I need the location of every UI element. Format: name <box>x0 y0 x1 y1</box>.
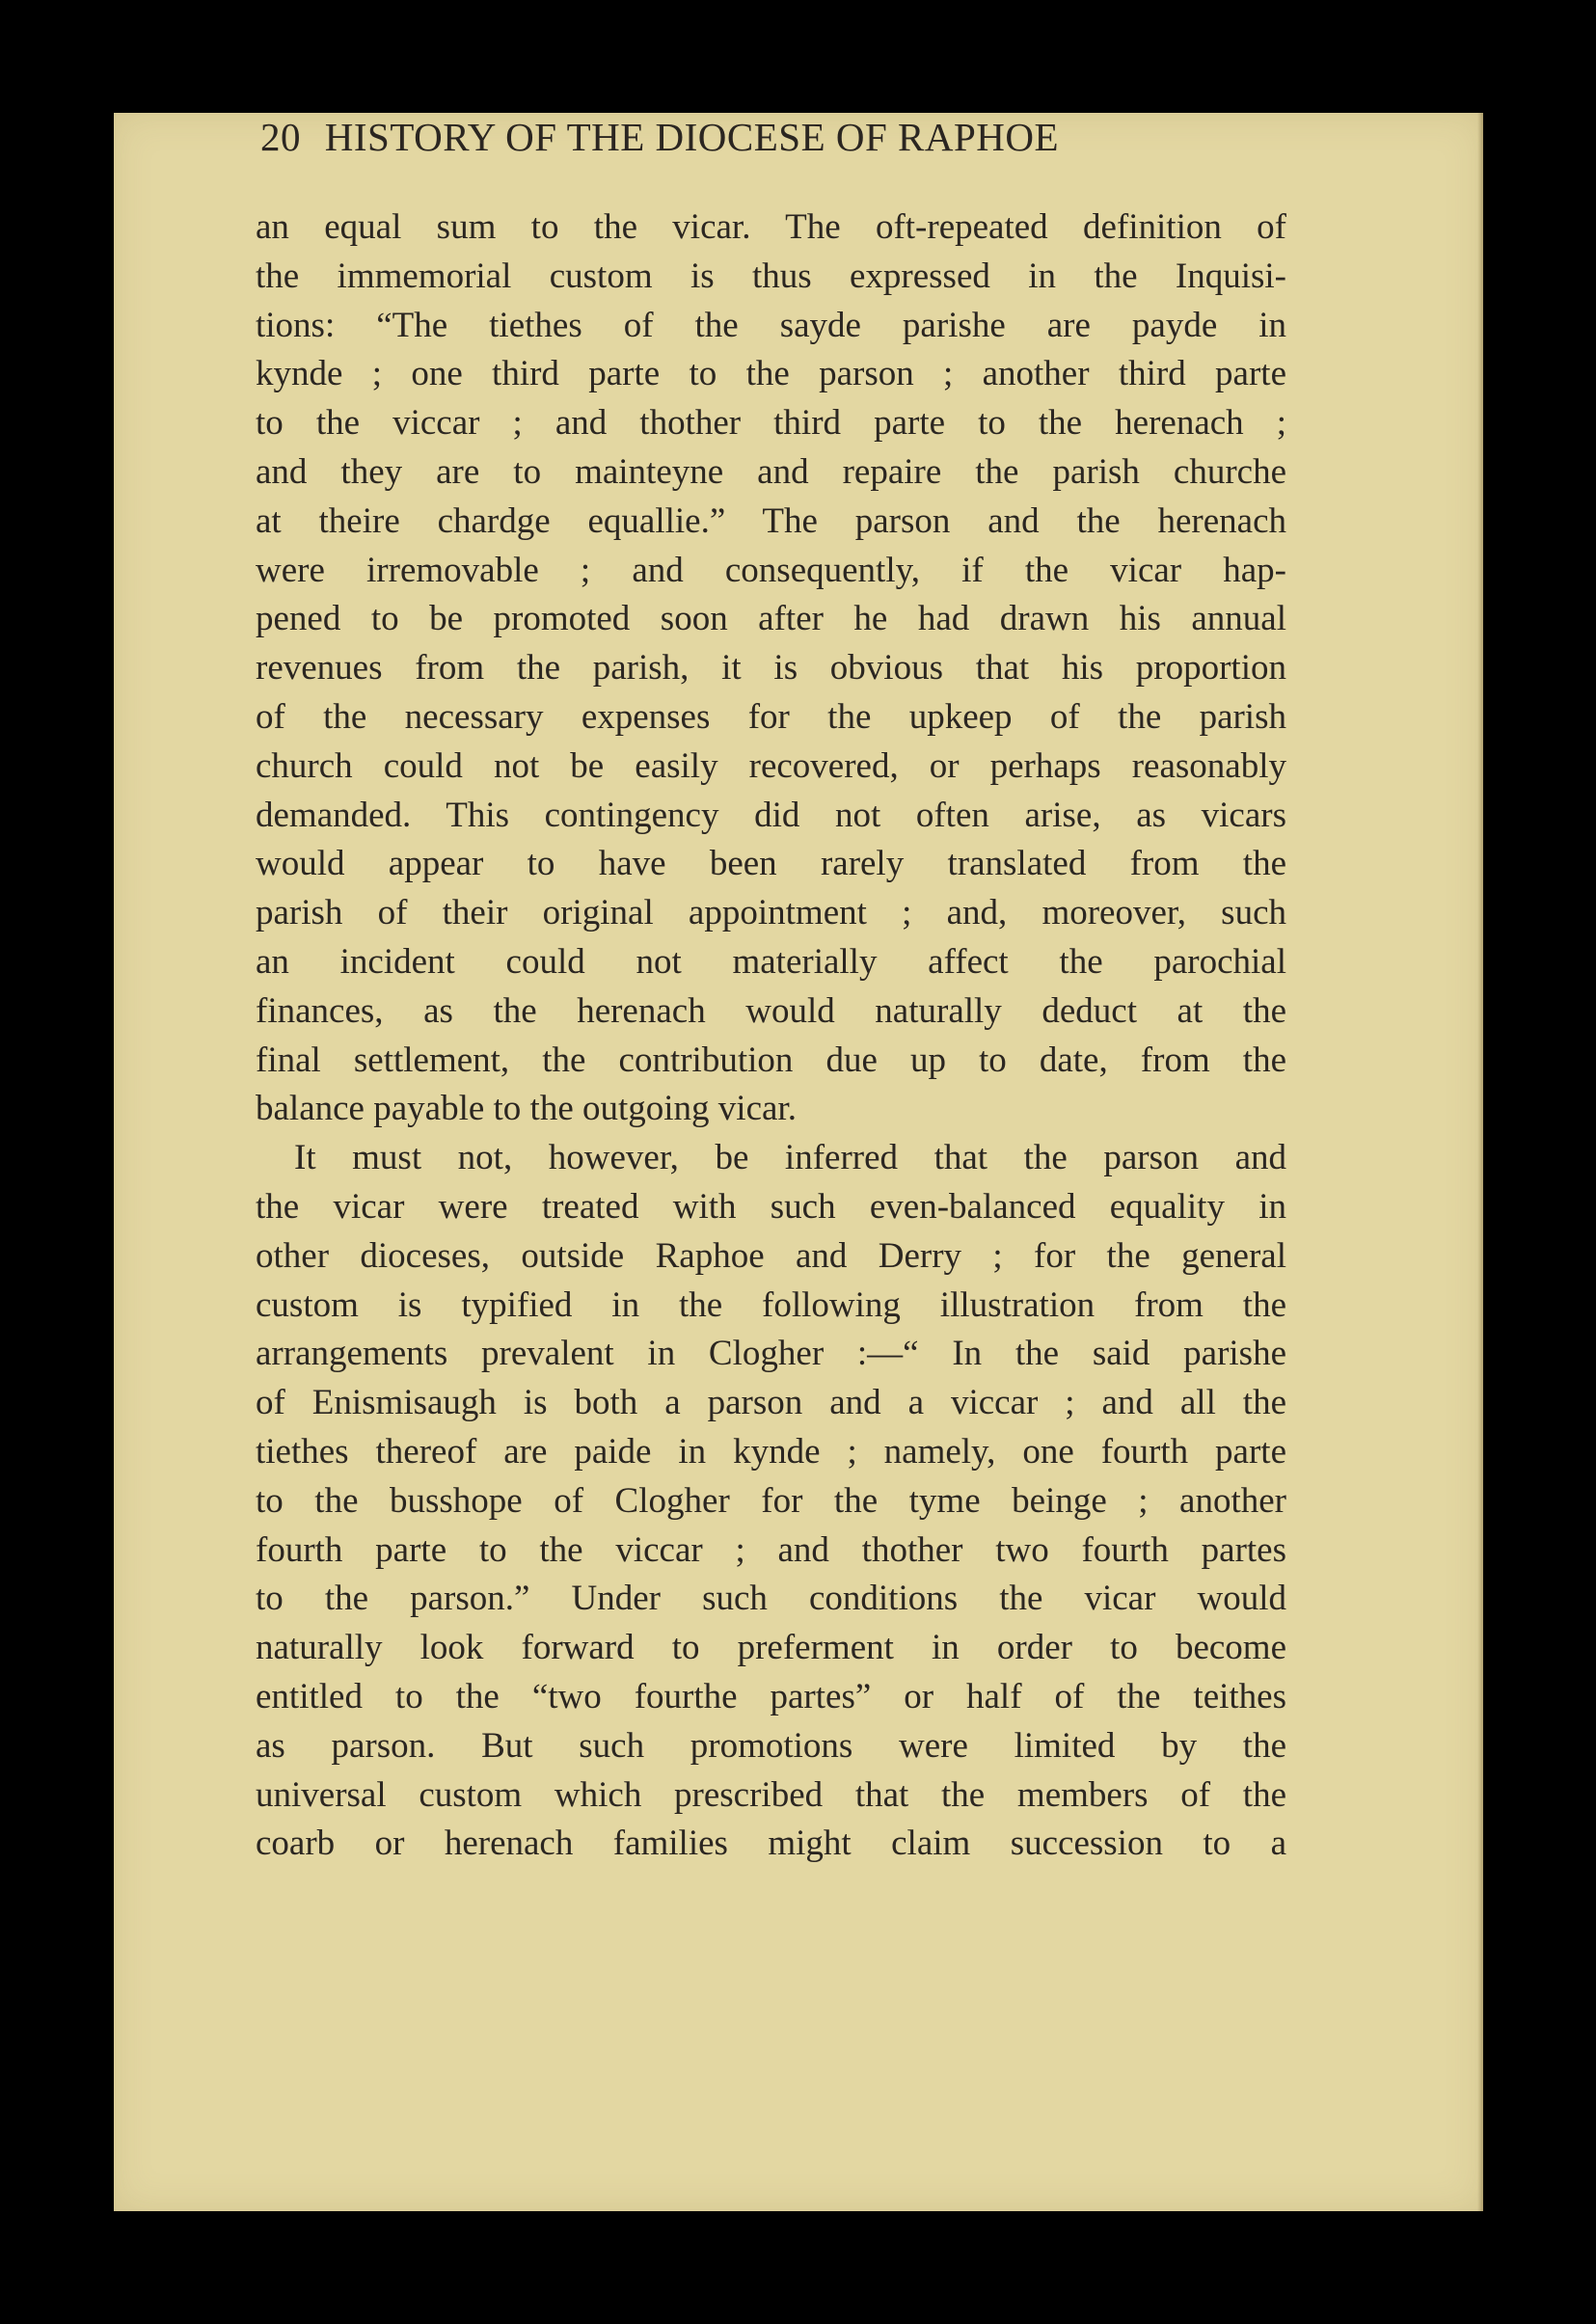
text-line: parish of their original appointment ; and, moreover, such <box>256 893 1286 933</box>
text-line: at theire chardge equallie.” The parson and the herenach <box>256 500 1286 541</box>
text-line: to the viccar ; and thother third parte to the herenach ; <box>256 403 1286 444</box>
text-line: universal custom which prescribed that the members of the <box>256 1774 1286 1815</box>
text-line: final settlement, the contribution due up to date, from the <box>256 1040 1286 1080</box>
text-line: to the parson.” Under such conditions the vicar would <box>256 1579 1286 1619</box>
text-line: balance payable to the outgoing vicar. <box>256 1089 797 1129</box>
page-number: 20 <box>260 115 301 159</box>
text-line: church could not be easily recovered, or perhaps reasonably <box>256 745 1286 786</box>
body-text <box>256 203 1286 1869</box>
paragraph <box>256 203 1286 1134</box>
text-line: fourth parte to the viccar ; and thother two fourth partes <box>256 1529 1286 1570</box>
text-line: tions: “The tiethes of the sayde parishe are payde in <box>256 305 1286 345</box>
text-line: as parson. But such promotions were limited by the <box>256 1725 1286 1766</box>
text-line: entitled to the “two fourthe partes” or half of the teithes <box>256 1676 1286 1716</box>
paragraph <box>256 1134 1286 1869</box>
running-title: HISTORY OF THE DIOCESE OF RAPHOE <box>324 115 1060 159</box>
text-line: an equal sum to the vicar. The oft-repeated definition of <box>256 207 1286 247</box>
text-line: revenues from the parish, it is obvious that his proportion <box>256 648 1286 689</box>
text-line: It must not, however, be inferred that the parson and <box>294 1138 1286 1178</box>
text-line: would appear to have been rarely translated from the <box>256 844 1286 884</box>
text-line: of Enismisaugh is both a parson and a viccar ; and all the <box>256 1383 1286 1423</box>
text-line: the immemorial custom is thus expressed in the Inquisi- <box>256 256 1286 296</box>
text-line: were irremovable ; and consequently, if the vicar hap- <box>256 550 1286 590</box>
text-line: naturally look forward to preferment in order to become <box>256 1628 1286 1668</box>
text-line: demanded. This contingency did not often arise, as vicars <box>256 795 1286 835</box>
text-line: and they are to mainteyne and repaire the parish churche <box>256 451 1286 492</box>
running-header <box>260 114 1321 160</box>
text-line: custom is typified in the following illustration from the <box>256 1284 1286 1325</box>
text-line: kynde ; one third parte to the parson ; another third parte <box>256 354 1286 394</box>
text-line: of the necessary expenses for the upkeep of the parish <box>256 696 1286 737</box>
text-line: other dioceses, outside Raphoe and Derry ; for the general <box>256 1235 1286 1276</box>
text-line: tiethes thereof are paide in kynde ; namely, one fourth parte <box>256 1431 1286 1472</box>
text-line: to the busshope of Clogher for the tyme beinge ; another <box>256 1480 1286 1521</box>
text-line: finances, as the herenach would naturally deduct at the <box>256 990 1286 1031</box>
text-line: coarb or herenach families might claim succession to a <box>256 1824 1286 1864</box>
text-line: an incident could not materially affect the parochial <box>256 941 1286 982</box>
page-edge-shadow <box>1477 113 1483 2211</box>
text-line: arrangements prevalent in Clogher :—“ In the said parishe <box>256 1334 1286 1374</box>
text-line: pened to be promoted soon after he had drawn his annual <box>256 599 1286 639</box>
text-line: the vicar were treated with such even-balanced equality in <box>256 1186 1286 1227</box>
